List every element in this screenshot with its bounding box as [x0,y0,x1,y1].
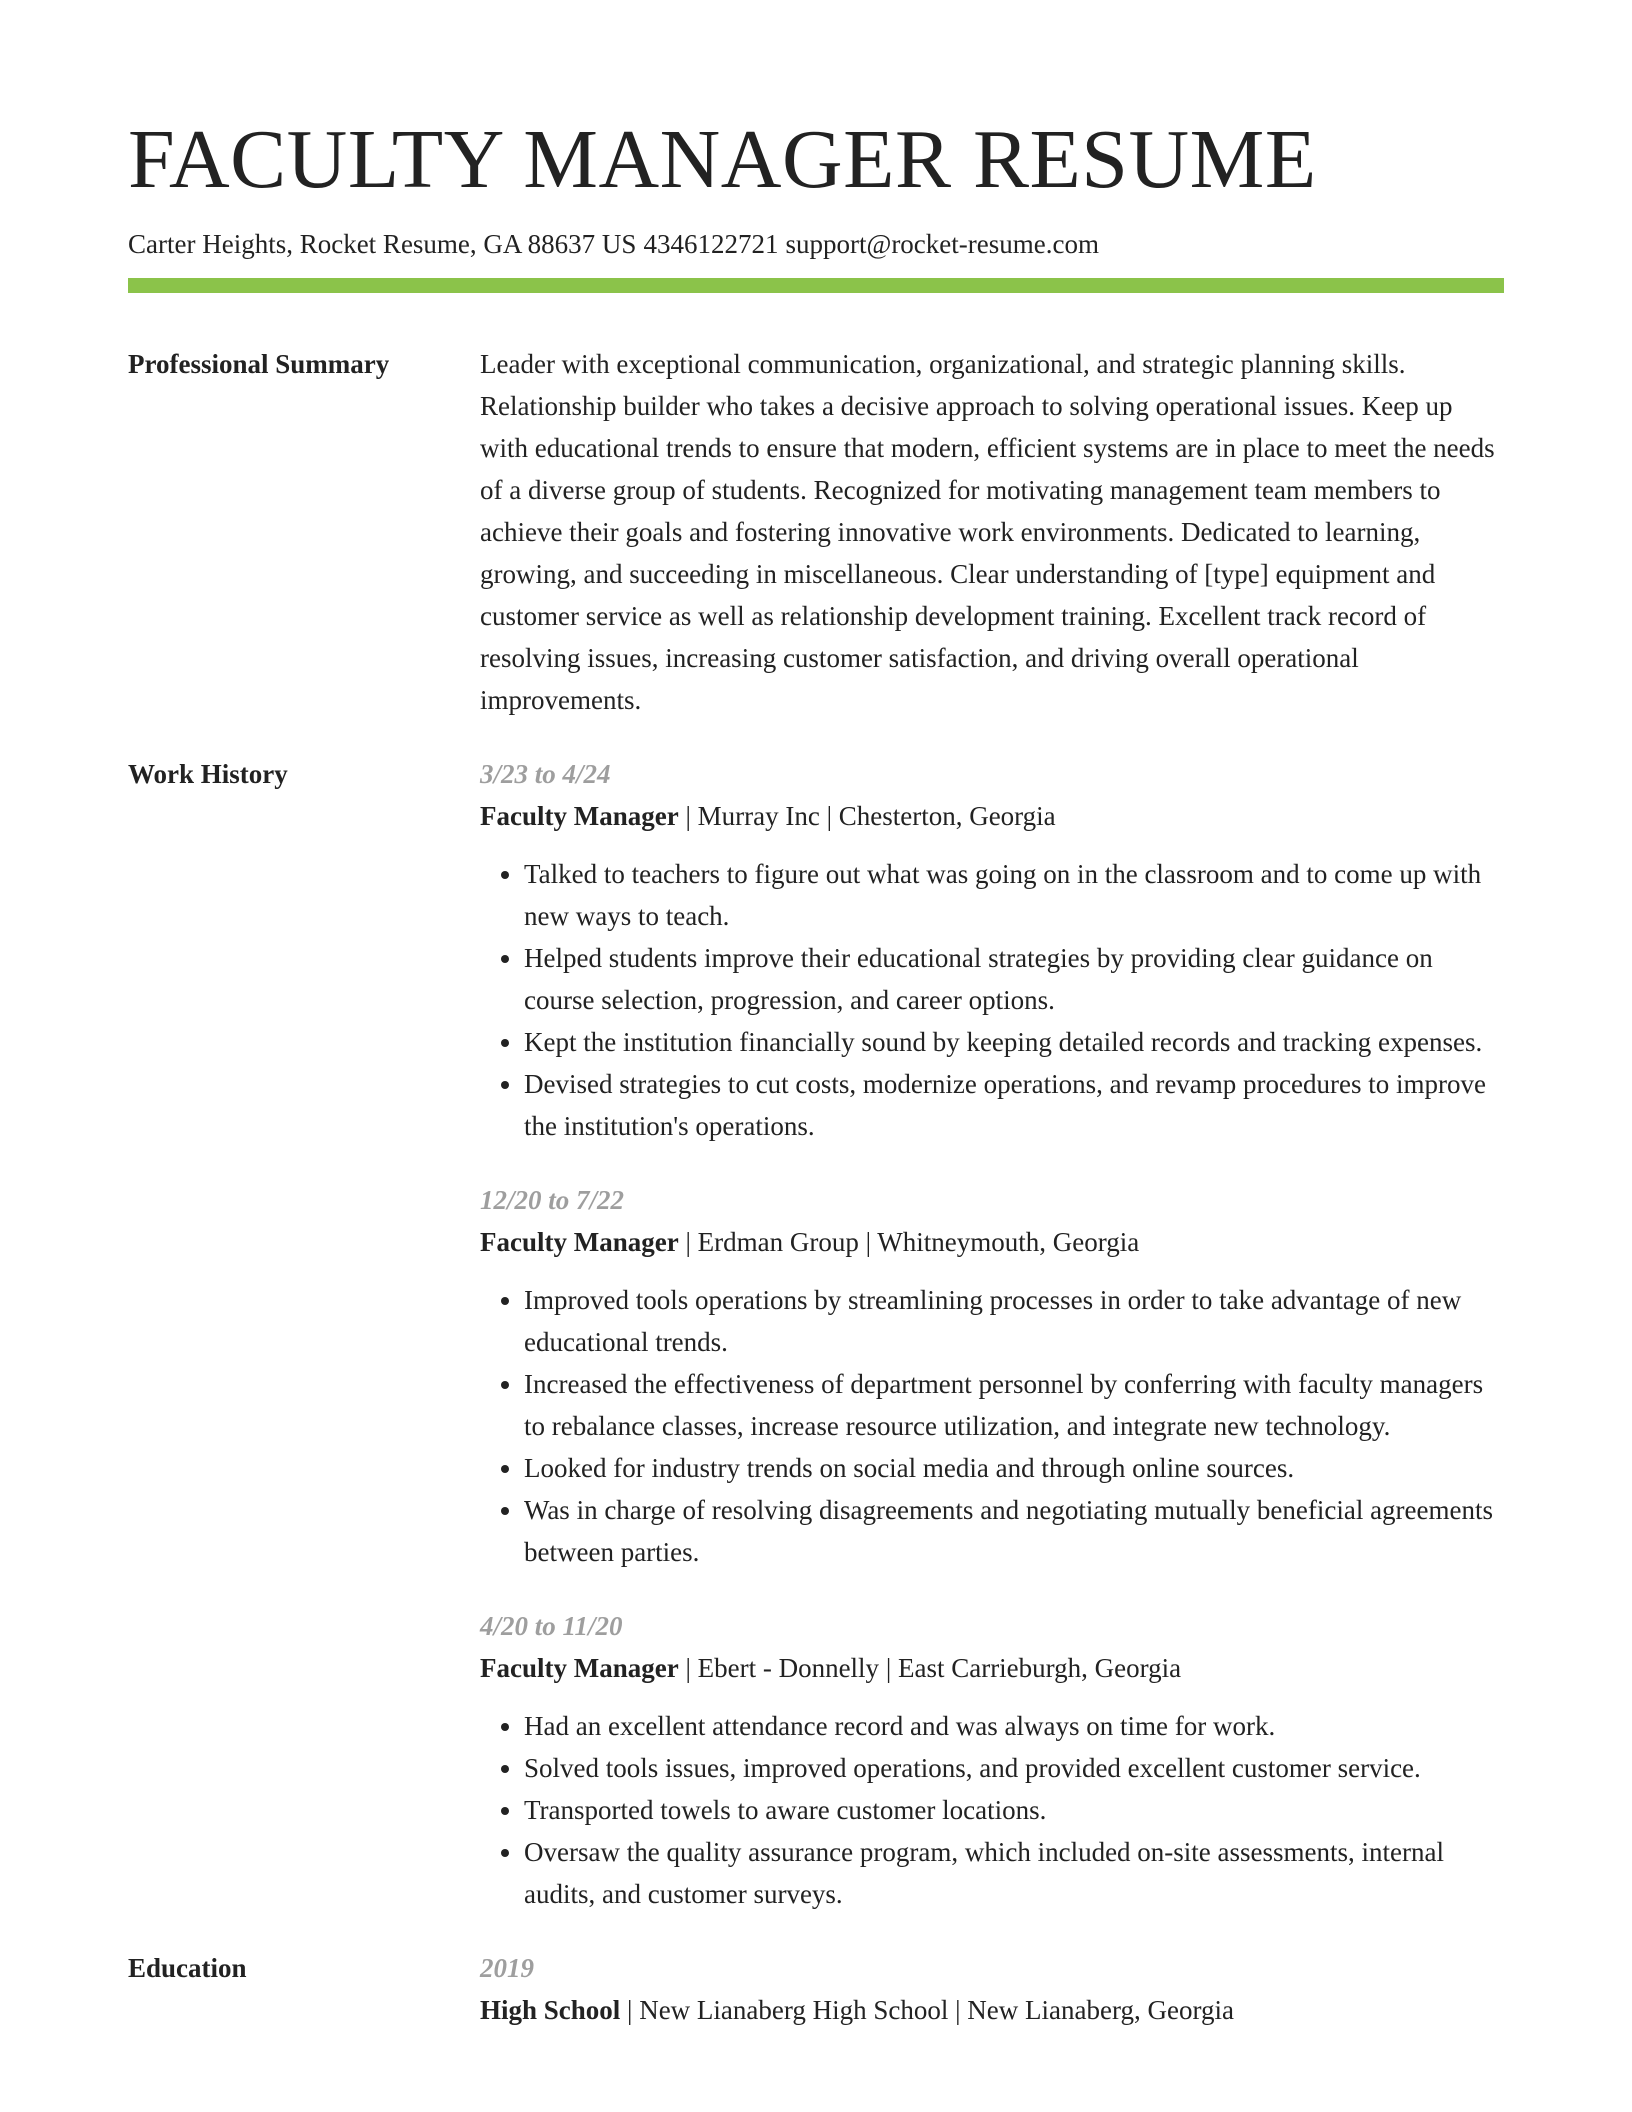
education-school: New Lianaberg High School [639,1995,949,2026]
job-company: Ebert - Donnelly [697,1653,880,1684]
job-bullet: • Devised strategies to cut costs, modernize operations, and revamp procedures to improve the institution's operations. [524,1063,1504,1147]
job-bullet: • Improved tools operations by streamlining processes in order to take advantage of new educational trends. [524,1279,1504,1363]
job-bullet: • Kept the institution financially sound by keeping detailed records and tracking expenses. [524,1021,1504,1063]
field-separator: | [826,801,832,832]
job-bullet: • Transported towels to aware customer locations. [524,1789,1504,1831]
contact-line [128,228,1504,260]
summary-body [480,343,1504,721]
summary-text: Leader with exceptional communication, organizational, and strategic planning skills. Relationship builder who takes a decisive approach to solving operational issues. Keep up with educational trends to ensure that modern, efficient systems are in place to meet the needs of a diverse group of students. Recognized for motivating management team members to achieve their goals and fostering innovative work environments. Dedicated to learning, growing, and succeeding in miscellaneous. Clear understanding of [type] equipment and customer service as well as relationship development training. Excellent track record of resolving issues, increasing customer satisfaction, and driving overall operational improvements. [480,349,1495,716]
education-degree: High School [480,1995,621,2026]
professional-summary-section [128,343,1504,721]
job-title-line [480,1221,1504,1263]
education-title-line [480,1989,1504,2031]
job-dates: 12/20 to 7/22 [480,1185,625,1216]
job-location: Chesterton, Georgia [838,801,1056,832]
job-entry [480,753,1504,1147]
job-bullet-list [480,1705,1504,1915]
job-bullet: • Had an excellent attendance record and was always on time for work. [524,1705,1504,1747]
section-title-education: Education [128,1953,247,1984]
job-title: Faculty Manager [480,1227,679,1258]
field-separator: | [885,1653,892,1684]
section-title-summary: Professional Summary [128,349,390,380]
job-location: Whitneymouth, Georgia [877,1227,1140,1258]
work-history-section [128,753,1504,1915]
education-entry [480,1947,1504,2031]
job-bullet: • Looked for industry trends on social media and through online sources. [524,1447,1504,1489]
job-bullet: • Increased the effectiveness of department personnel by conferring with faculty managers to rebalance classes, increase resource utilization, and integrate new technology. [524,1363,1504,1447]
job-bullet: • Helped students improve their educational strategies by providing clear guidance on course selection, progression, and career options. [524,937,1504,1021]
job-bullet: • Oversaw the quality assurance program, which included on-site assessments, internal audits, and customer surveys. [524,1831,1504,1915]
job-bullet: • Solved tools issues, improved operations, and provided excellent customer service. [524,1747,1504,1789]
job-title-line [480,1647,1504,1689]
field-separator: | [955,1995,961,2026]
job-bullet: • Talked to teachers to figure out what was going on in the classroom and to come up with new ways to teach. [524,853,1504,937]
education-year: 2019 [480,1953,534,1984]
field-separator: | [865,1227,871,1258]
job-title: Faculty Manager [480,1653,679,1684]
header-divider [128,278,1504,293]
job-bullet: • Was in charge of resolving disagreements and negotiating mutually beneficial agreements between parties. [524,1489,1504,1573]
job-dates: 3/23 to 4/24 [480,759,611,790]
job-bullet-list [480,1279,1504,1573]
contact-phone: 4346122721 [643,229,779,259]
contact-email: support@rocket-resume.com [785,229,1099,259]
field-separator: | [685,1227,691,1258]
education-list [480,1947,1504,2031]
job-bullet-list [480,853,1504,1147]
job-title-line [480,795,1504,837]
resume-title: FACULTY MANAGER RESUME [128,113,1317,206]
job-entry [480,1605,1504,1915]
job-title: Faculty Manager [480,801,679,832]
education-location: New Lianaberg, Georgia [967,1995,1234,2026]
field-separator: | [685,801,691,832]
section-title-work: Work History [128,759,288,790]
job-dates: 4/20 to 11/20 [480,1611,623,1642]
contact-address: Carter Heights, Rocket Resume, GA 88637 US [128,229,637,259]
field-separator: | [685,1653,691,1684]
education-section [128,1947,1504,2031]
job-location: East Carrieburgh, Georgia [897,1653,1182,1684]
job-company: Erdman Group [697,1227,859,1258]
job-company: Murray Inc [697,801,820,832]
resume-page [128,0,1504,2031]
work-history-list [480,753,1504,1915]
field-separator: | [627,1995,633,2026]
job-entry [480,1179,1504,1573]
